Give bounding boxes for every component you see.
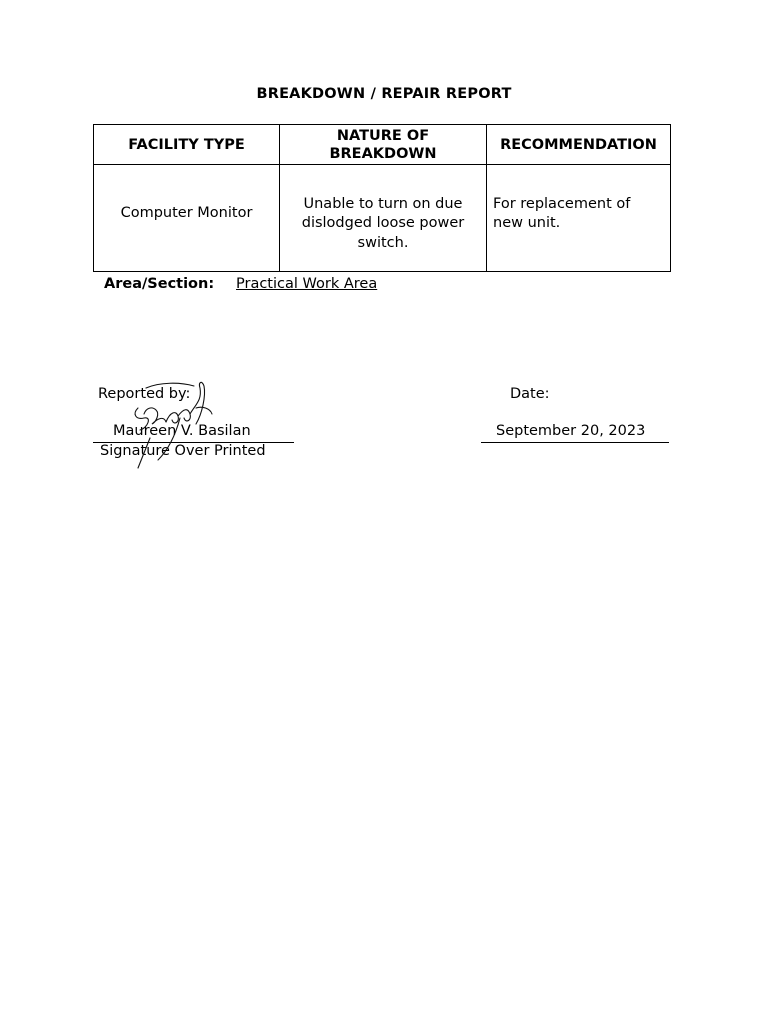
handwritten-signature [130,378,220,473]
table-row [94,165,671,272]
cell-nature-of-breakdown: Unable to turn on due dislodged loose power switch. [280,165,487,272]
date-line [481,442,669,443]
reported-by-label: Reported by: [98,386,191,402]
cell-recommendation [487,165,671,272]
cell-facility-type [94,165,280,272]
recommendation-text: For replacement of new unit. [493,195,631,231]
reporter-name: Maureen V. Basilan [113,423,251,439]
report-title: BREAKDOWN / REPAIR REPORT [256,86,512,102]
signature-caption: Signature Over Printed [100,443,266,459]
facility-type-text: Computer Monitor [120,205,253,222]
header-facility-type: FACILITY TYPE [94,125,280,165]
table-header-row [94,125,671,165]
report-date: September 20, 2023 [496,423,646,439]
report-table [93,124,671,272]
header-nature-of-breakdown: NATURE OF BREAKDOWN [280,125,487,165]
date-label: Date: [510,386,550,402]
area-section-label: Area/Section: [104,276,215,292]
area-section-value: Practical Work Area [236,276,378,292]
header-recommendation: RECOMMENDATION [487,125,671,165]
